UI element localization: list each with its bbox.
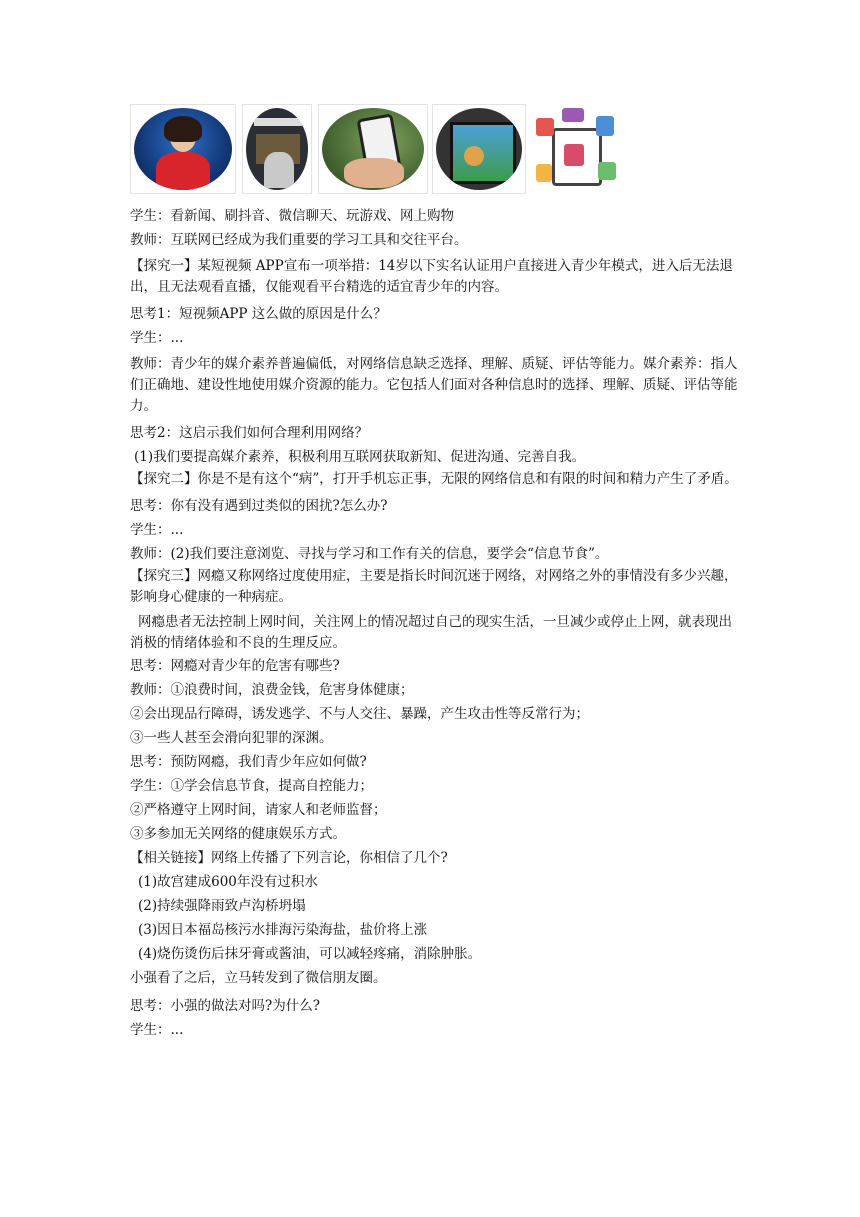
text-line: 教师：互联网已经成为我们重要的学习工具和交往平台。	[130, 232, 468, 248]
image-row	[130, 104, 740, 196]
text-line: ③多参加无关网络的健康娱乐方式。	[130, 826, 346, 842]
text-line: 思考：小强的做法对吗?为什么?	[130, 998, 320, 1014]
text-line: (4)烧伤烫伤后抹牙膏或酱油，可以减轻疼痛，消除肿胀。	[138, 946, 482, 962]
text-line: 教师：(2)我们要注意浏览、寻找与学习和工作有关的信息，要学会“信息节食”。	[130, 546, 609, 562]
text-paragraph: 【探究一】某短视频 APP宣布一项举措：14岁以下实名认证用户直接进入青少年模式，进入后无法退出，且无法观看直播，仅能观看平台精选的适宜青少年的内容。	[130, 258, 733, 295]
text-paragraph: 【探究三】网瘾又称网络过度使用症，主要是指长时间沉迷于网络，对网络之外的事情没有多少兴趣，影响身心健康的一种病症。	[130, 568, 738, 605]
text-line: 学生：...	[130, 1022, 184, 1038]
short-video-image	[242, 104, 312, 194]
text-line: ③一些人甚至会滑向犯罪的深渊。	[130, 730, 333, 746]
text-line: ②会出现品行障碍，诱发逃学、不与人交往、暴躁，产生攻击性等反常行为；	[130, 706, 589, 722]
text-line: 小强看了之后，立马转发到了微信朋友圈。	[130, 970, 387, 986]
text-paragraph: 教师：青少年的媒介素养普遍偏低，对网络信息缺乏选择、理解、质疑、评估等能力。媒介素养：指人们正确地、建设性地使用媒介资源的能力。它包括人们面对各种信息时的选择、理解、质疑、评估等能力。	[130, 356, 738, 414]
text-line: 思考1：短视频APP 这么做的原因是什么？	[130, 306, 387, 322]
text-paragraph: 【探究二】你是不是有这个“病”，打开手机忘正事，无限的网络信息和有限的时间和精力产生了矛盾。	[130, 471, 738, 487]
text-paragraph: 网瘾患者无法控制上网时间，关注网上的情况超过自己的现实生活，一旦减少或停止上网，就表现出消极的情绪体验和不良的生理反应。	[130, 614, 732, 651]
text-line: 学生：...	[130, 330, 184, 346]
text-line: 【相关链接】网络上传播了下列言论，你相信了几个?	[130, 850, 448, 866]
text-line: 思考：你有没有遇到过类似的困扰?怎么办?	[130, 498, 388, 514]
text-line: (1)我们要提高媒介素养，积极利用互联网获取新知、促进沟通、完善自我。	[134, 449, 586, 465]
phone-chat-image	[318, 104, 428, 194]
text-line: (3)因日本福岛核污水排海污染海盐，盐价将上涨	[138, 922, 428, 938]
news-anchor-image	[130, 104, 236, 194]
text-line: 学生：...	[130, 522, 184, 538]
online-shopping-image	[530, 104, 622, 194]
text-line: ②严格遵守上网时间，请家人和老师监督；	[130, 802, 387, 818]
text-line: 学生：看新闻、刷抖音、微信聊天、玩游戏、网上购物	[130, 208, 454, 224]
game-image	[432, 104, 526, 194]
text-line: 思考2：这启示我们如何合理利用网络？	[130, 425, 369, 441]
document-page	[130, 104, 740, 1042]
text-line: 教师：①浪费时间，浪费金钱，危害身体健康；	[130, 682, 414, 698]
text-line: (2)持续强降雨致卢沟桥坍塌	[138, 898, 306, 914]
text-line: 学生：①学会信息节食，提高自控能力；	[130, 778, 373, 794]
text-line: (1)故宫建成600年没有过积水	[138, 874, 318, 890]
text-line: 思考：网瘾对青少年的危害有哪些?	[130, 658, 340, 674]
text-line: 思考：预防网瘾，我们青少年应如何做?	[130, 754, 367, 770]
